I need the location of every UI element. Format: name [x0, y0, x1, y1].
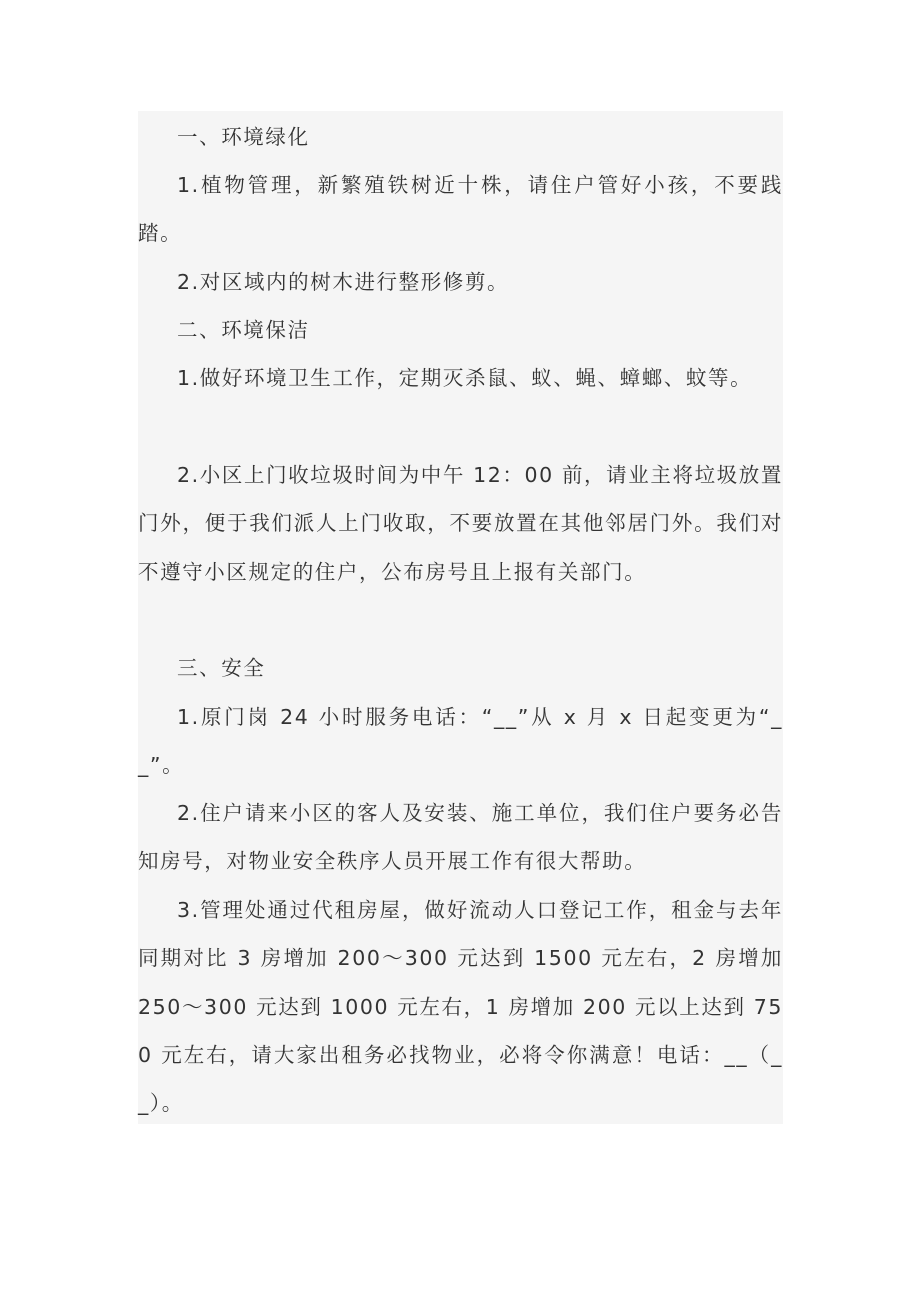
heading-environment-cleaning: 二、环境保洁: [177, 318, 310, 342]
heading-environment-greening: 一、环境绿化: [177, 125, 310, 149]
paragraph-rental-service: 3.管理处通过代租房屋，做好流动人口登记工作，租金与去年同期对比 3 房增加 200～300 元达到 1500 元左右，2 房增加 250～300 元达到 1000 元左右，1 房增加 200 元以上达到 750 元左右，请大家出租务必找物业，必将令你满意！电话：__（__）。: [138, 898, 783, 1116]
paragraph-plant-management: 1.植物管理，新繁殖铁树近十株，请住户管好小孩，不要践踏。: [138, 173, 783, 246]
paragraph-garbage-collection: 2.小区上门收垃圾时间为中午 12：00 前，请业主将垃圾放置门外，便于我们派人上门收取，不要放置在其他邻居门外。我们对不遵守小区规定的住户，公布房号且上报有关部门。: [138, 463, 783, 584]
heading-security: 三、安全: [177, 656, 266, 680]
paragraph-tree-pruning: 2.对区域内的树木进行整形修剪。: [177, 270, 510, 294]
document-content: [138, 111, 783, 1124]
paragraph-service-phone: 1.原门岗 24 小时服务电话：“__”从 x 月 x 日起变更为“__”。: [138, 705, 783, 778]
paragraph-visitor-notice: 2.住户请来小区的客人及安装、施工单位，我们住户要务必告知房号，对物业安全秩序人员开展工作有很大帮助。: [138, 801, 783, 874]
paragraph-pest-control: 1.做好环境卫生工作，定期灭杀鼠、蚁、蝇、蟑螂、蚊等。: [177, 366, 753, 390]
